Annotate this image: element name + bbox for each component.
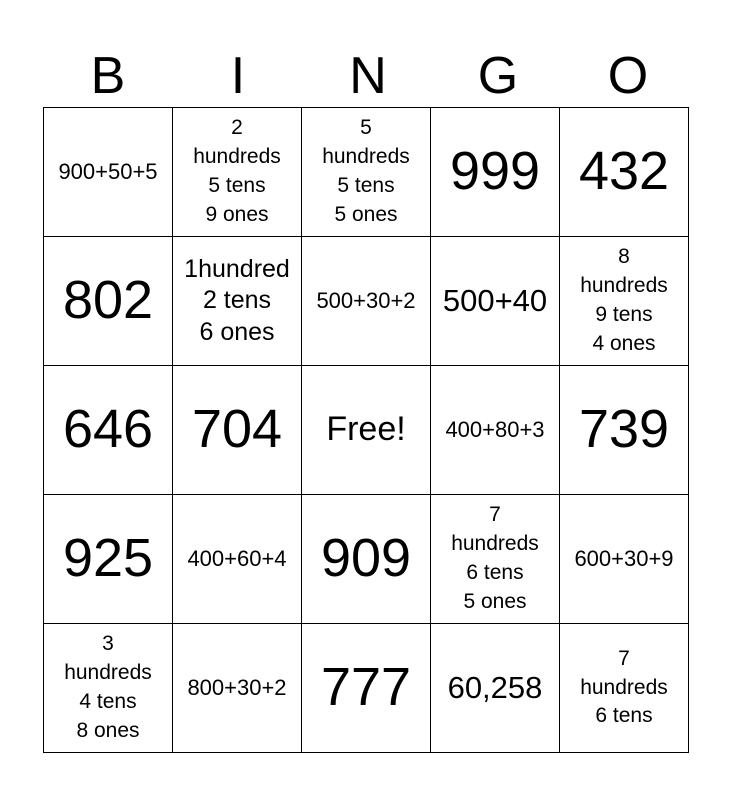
cell-text: 777 <box>320 657 412 718</box>
bingo-cell[interactable] <box>560 624 689 753</box>
bingo-cell[interactable] <box>560 495 689 624</box>
cell-text: 3 hundreds 4 tens 8 ones <box>64 632 152 742</box>
cell-text: 739 <box>578 399 670 460</box>
header-letter-b: B <box>90 47 126 105</box>
header-letter-g: G <box>477 47 519 105</box>
board-row-5 <box>44 624 689 753</box>
bingo-cell[interactable] <box>431 366 560 495</box>
bingo-cell[interactable] <box>302 624 431 753</box>
cell-text: 60,258 <box>447 669 543 705</box>
free-space-text: Free! <box>326 410 406 449</box>
bingo-cell[interactable] <box>173 366 302 495</box>
cell-text: 802 <box>62 270 154 331</box>
bingo-cell[interactable] <box>302 108 431 237</box>
cell-text: 5 hundreds 5 tens 5 ones <box>322 116 410 226</box>
bingo-cell[interactable] <box>431 495 560 624</box>
bingo-cell[interactable] <box>560 366 689 495</box>
bingo-header <box>43 44 693 108</box>
bingo-cell[interactable] <box>44 624 173 753</box>
cell-text: 432 <box>578 141 670 202</box>
cell-text: 500+40 <box>442 282 548 318</box>
bingo-cell[interactable] <box>173 237 302 366</box>
board-row-4 <box>44 495 689 624</box>
header-letter-i: I <box>230 47 246 105</box>
bingo-cell[interactable] <box>431 108 560 237</box>
bingo-cell[interactable] <box>302 237 431 366</box>
bingo-cell[interactable] <box>560 237 689 366</box>
board-row-2 <box>44 237 689 366</box>
cell-text: 8 hundreds 9 tens 4 ones <box>580 245 668 355</box>
cell-text: 400+80+3 <box>445 416 545 442</box>
cell-text: 400+60+4 <box>187 545 287 571</box>
cell-text: 800+30+2 <box>187 674 287 700</box>
bingo-cell[interactable] <box>173 108 302 237</box>
cell-text: 909 <box>320 528 412 589</box>
bingo-cell[interactable] <box>173 495 302 624</box>
cell-text: 500+30+2 <box>316 287 416 313</box>
board-row-3 <box>44 366 689 495</box>
bingo-cell[interactable] <box>431 237 560 366</box>
cell-text: 1hundred 2 tens 6 ones <box>184 255 290 346</box>
free-space-cell[interactable] <box>302 366 431 495</box>
bingo-cell[interactable] <box>173 624 302 753</box>
bingo-cell[interactable] <box>560 108 689 237</box>
cell-text: 900+50+5 <box>58 158 158 184</box>
bingo-cell[interactable] <box>431 624 560 753</box>
cell-text: 999 <box>449 141 541 202</box>
cell-text: 646 <box>62 399 154 460</box>
cell-text: 704 <box>191 399 283 460</box>
header-letter-o: O <box>607 47 649 105</box>
bingo-board <box>43 107 689 753</box>
bingo-cell[interactable] <box>44 495 173 624</box>
cell-text: 925 <box>62 528 154 589</box>
cell-text: 600+30+9 <box>574 545 674 571</box>
cell-text: 7 hundreds 6 tens 5 ones <box>451 503 539 613</box>
bingo-cell[interactable] <box>302 495 431 624</box>
bingo-cell[interactable] <box>44 237 173 366</box>
bingo-cell[interactable] <box>44 108 173 237</box>
board-row-1 <box>44 108 689 237</box>
bingo-cell[interactable] <box>44 366 173 495</box>
cell-text: 2 hundreds 5 tens 9 ones <box>193 116 281 226</box>
cell-text: 7 hundreds 6 tens <box>580 646 668 728</box>
header-letter-n: N <box>349 47 387 105</box>
